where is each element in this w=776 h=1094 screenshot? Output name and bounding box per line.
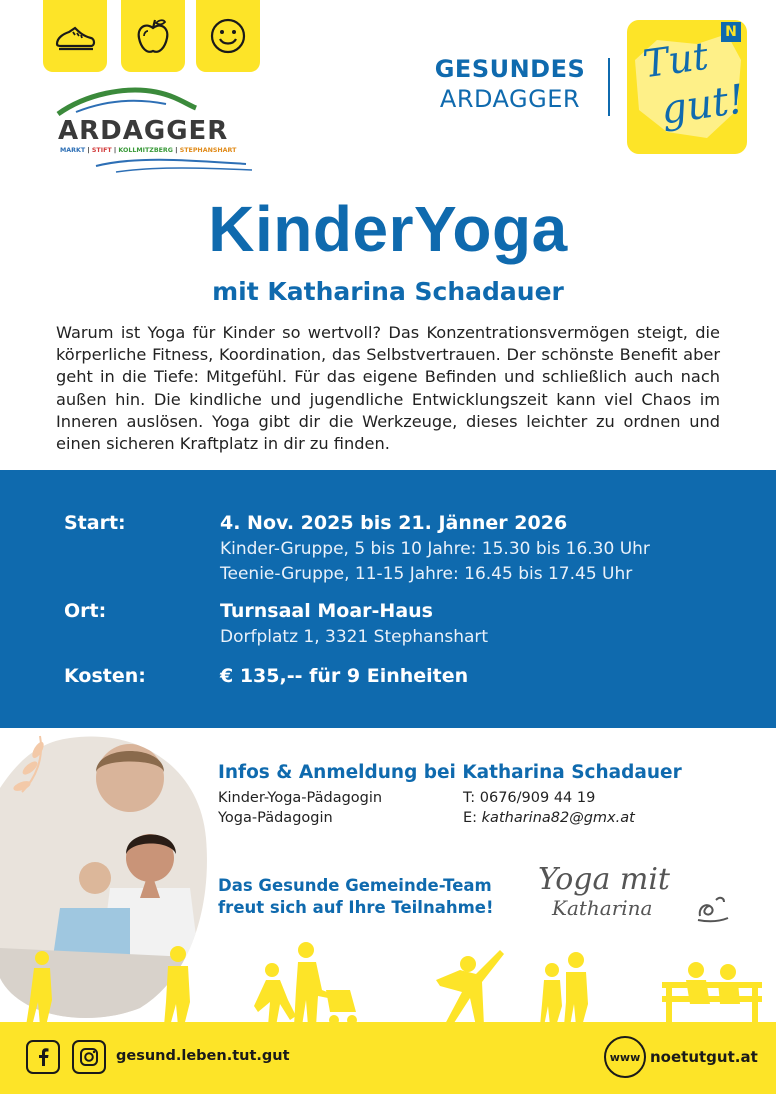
contact-phone: T: 0676/909 44 19 [463,790,596,806]
tut-gut-logo [627,20,747,154]
ort-value: Turnsaal Moar-Haus [220,600,433,622]
start-kids-group: Kinder-Gruppe, 5 bis 10 Jahre: 15.30 bis 16.30 Uhr [220,539,650,559]
start-teens-group: Teenie-Gruppe, 11-15 Jahre: 16.45 bis 17.45 Uhr [220,564,633,584]
activity-silhouettes [0,940,776,1026]
start-value: 4. Nov. 2025 bis 21. Jänner 2026 [220,512,568,534]
kosten-value: € 135,-- für 9 Einheiten [220,665,469,687]
apple-icon-box [121,0,185,72]
tut-gut-text-2: gut! [658,76,747,134]
smiley-icon-box [196,0,260,72]
social-handle[interactable]: gesund.leben.tut.gut [116,1048,290,1064]
apple-icon [131,14,175,58]
instagram-icon[interactable] [72,1040,106,1074]
gesundes-line: GESUNDES [434,55,586,83]
running-shoe-icon [53,14,97,58]
team-line-1: Das Gesunde Gemeinde-Team [218,876,492,895]
contact-email[interactable]: katharina82@gmx.at [481,810,635,826]
team-message [218,875,494,919]
start-label: Start: [64,512,126,534]
contact-title: Infos & Anmeldung bei Katharina Schadauer [218,762,682,783]
page-title: KinderYoga [208,193,568,265]
tut-gut-text-1: Tut [640,33,711,87]
www-badge: www [604,1036,646,1078]
ardagger-line: ARDAGGER [439,85,581,113]
smiley-icon [206,14,250,58]
kosten-label: Kosten: [64,665,146,687]
noe-badge: N [721,22,741,42]
team-line-2: freut sich auf Ihre Teilnahme! [218,898,494,917]
details-band [0,470,776,728]
website-link[interactable] [604,1036,758,1078]
running-shoe-icon-box [43,0,107,72]
swan-icon [694,892,730,924]
ardagger-name: ARDAGGER [58,116,229,146]
website-url[interactable]: noetutgut.at [650,1048,758,1066]
ort-label: Ort: [64,600,107,622]
contact-email-line: E: katharina82@gmx.at [463,810,635,826]
contact-role-2: Yoga-Pädagogin [218,810,333,826]
yoga-mit-katharina-logo [534,860,734,930]
ardagger-logo [56,86,256,176]
yoga-logo-line-1: Yoga mit [538,862,670,897]
facebook-icon[interactable] [26,1040,60,1074]
gesundes-ardagger-label [420,55,600,113]
ardagger-subtitle: MARKT | STIFT | KOLLMITZBERG | STEPHANSHART [60,147,237,154]
ort-address: Dorfplatz 1, 3321 Stephanshart [220,627,489,647]
intro-paragraph: Warum ist Yoga für Kinder so wertvoll? Das Konzentrationsvermögen steigt, die körperliche Fitness, Koordination, das Selbstvertrauen. Der schönste Benefit aber geht in die Tiefe: Mitgefühl. Für das eigene Befinden und schließlich auch nach außen hin. Die kindliche und jugendliche Entwicklungszeit kann viel Chaos im Inneren auslösen. Yoga gibt dir die Werkzeuge, dieses leichter zu ordnen und einen sicheren Kraftplatz in dir zu finden. [56,323,720,454]
page-subtitle: mit Katharina Schadauer [212,277,564,306]
contact-role-1: Kinder-Yoga-Pädagogin [218,790,383,806]
yoga-logo-line-2: Katharina [552,896,653,920]
header-divider [608,58,610,116]
